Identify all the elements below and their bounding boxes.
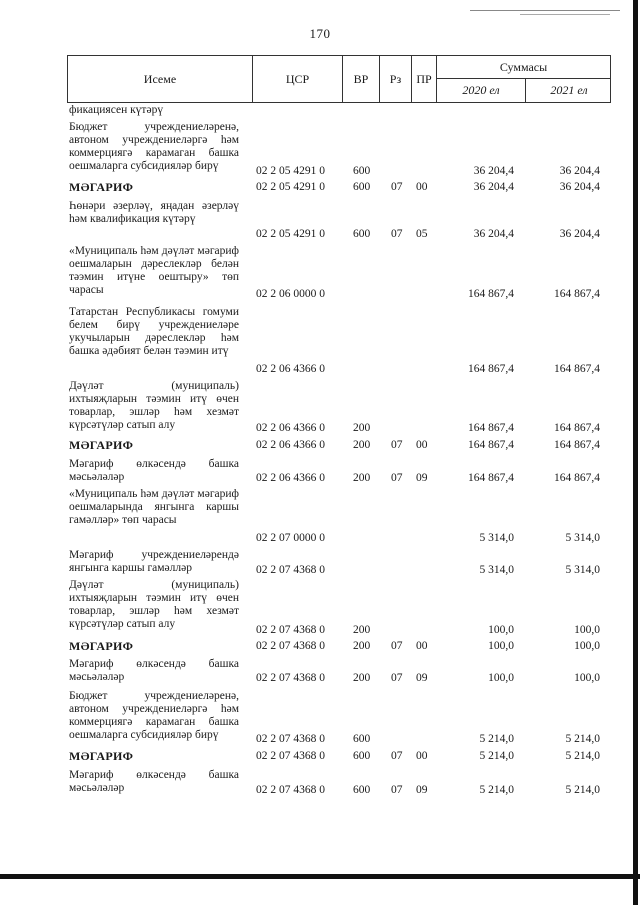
row-sum-2020: 5 314,0 bbox=[479, 532, 514, 544]
row-csr: 02 2 06 4366 0 bbox=[256, 472, 325, 484]
row-name: Мәгариф өлкәсендә башка мәсьәләләр bbox=[69, 769, 239, 794]
row-sum-2021: 5 314,0 bbox=[565, 532, 600, 544]
row-rz: 07 bbox=[391, 181, 403, 193]
row-vr: 200 bbox=[353, 672, 371, 684]
row-sum-2021: 5 214,0 bbox=[565, 750, 600, 762]
row-vr: 600 bbox=[353, 733, 371, 745]
row-pr: 09 bbox=[416, 472, 428, 484]
row-sum-2021: 164 867,4 bbox=[554, 422, 600, 434]
row-sum-2020: 5 214,0 bbox=[479, 784, 514, 796]
row-csr: 02 2 06 4366 0 bbox=[256, 422, 325, 434]
row-name: Бюджет учреждениеләренә, автоном учреждениеләргә һәм коммерциягә карамаган башка оешмаларга субсидияләр бирү bbox=[69, 690, 239, 741]
row-csr: 02 2 07 4368 0 bbox=[256, 564, 325, 576]
row-pr: 09 bbox=[416, 672, 428, 684]
row-vr: 600 bbox=[353, 228, 371, 240]
row-sum-2020: 164 867,4 bbox=[468, 288, 514, 300]
row-name: фикациясен күтәрү bbox=[69, 104, 164, 116]
row-csr: 02 2 07 0000 0 bbox=[256, 532, 325, 544]
row-sum-2020: 36 204,4 bbox=[473, 165, 514, 177]
row-sum-2021: 100,0 bbox=[574, 672, 600, 684]
header-rz: Рз bbox=[379, 56, 411, 102]
header-name: Исеме bbox=[67, 56, 252, 102]
row-sum-2021: 100,0 bbox=[574, 624, 600, 636]
row-sum-2020: 164 867,4 bbox=[468, 422, 514, 434]
row-rz: 07 bbox=[391, 228, 403, 240]
row-name: МӘГАРИФ bbox=[69, 180, 134, 194]
row-vr: 200 bbox=[353, 472, 371, 484]
row-sum-2020: 5 214,0 bbox=[479, 750, 514, 762]
row-csr: 02 2 07 4368 0 bbox=[256, 624, 325, 636]
row-name: МӘГАРИФ bbox=[69, 438, 134, 452]
row-rz: 07 bbox=[391, 439, 403, 451]
row-csr: 02 2 07 4368 0 bbox=[256, 750, 325, 762]
row-sum-2021: 164 867,4 bbox=[554, 472, 600, 484]
row-pr: 09 bbox=[416, 784, 428, 796]
scan-mark bbox=[520, 14, 610, 17]
row-rz: 07 bbox=[391, 640, 403, 652]
row-name: МӘГАРИФ bbox=[69, 639, 134, 653]
row-sum-2021: 5 214,0 bbox=[565, 733, 600, 745]
row-pr: 00 bbox=[416, 439, 428, 451]
row-rz: 07 bbox=[391, 784, 403, 796]
row-name: Дәүләт (муниципаль) ихтыяҗларын тәэмин итү өчен товарлар, эшләр һәм хезмәт күрсәтүләр сатып алу bbox=[69, 380, 239, 431]
row-vr: 200 bbox=[353, 640, 371, 652]
row-csr: 02 2 05 4291 0 bbox=[256, 165, 325, 177]
scan-border-bottom bbox=[0, 874, 640, 879]
row-sum-2020: 5 214,0 bbox=[479, 733, 514, 745]
row-vr: 600 bbox=[353, 181, 371, 193]
row-csr: 02 2 05 4291 0 bbox=[256, 228, 325, 240]
row-name: «Муниципаль һәм дәүләт мәгариф оешмаларында янгынга каршы гамәлләр» төп чарасы bbox=[69, 488, 239, 526]
row-sum-2021: 100,0 bbox=[574, 640, 600, 652]
header-csr: ЦСР bbox=[252, 56, 342, 102]
row-sum-2020: 100,0 bbox=[488, 672, 514, 684]
row-sum-2021: 5 314,0 bbox=[565, 564, 600, 576]
row-pr: 00 bbox=[416, 640, 428, 652]
row-vr: 600 bbox=[353, 750, 371, 762]
row-csr: 02 2 07 4368 0 bbox=[256, 640, 325, 652]
table-header bbox=[67, 55, 611, 103]
row-sum-2021: 164 867,4 bbox=[554, 363, 600, 375]
header-pr: ПР bbox=[411, 56, 436, 102]
row-vr: 200 bbox=[353, 624, 371, 636]
row-name: Дәүләт (муниципаль) ихтыяҗларын тәэмин итү өчен товарлар, эшләр һәм хезмәт күрсәтүләр сатып алу bbox=[69, 579, 239, 630]
row-sum-2021: 36 204,4 bbox=[559, 181, 600, 193]
scan-border-right bbox=[633, 0, 638, 905]
header-vr: ВР bbox=[342, 56, 379, 102]
row-sum-2020: 164 867,4 bbox=[468, 472, 514, 484]
page-number: 170 bbox=[309, 26, 331, 41]
row-pr: 00 bbox=[416, 750, 428, 762]
row-sum-2021: 36 204,4 bbox=[559, 228, 600, 240]
row-sum-2020: 164 867,4 bbox=[468, 439, 514, 451]
row-name: Мәгариф учреждениеләрендә янгынга каршы гамәлләр bbox=[69, 549, 239, 574]
row-name: Бюджет учреждениеләренә, автоном учреждениеләргә һәм коммерциягә карамаган башка оешмаларга субсидияләр бирү bbox=[69, 121, 239, 172]
row-csr: 02 2 07 4368 0 bbox=[256, 733, 325, 745]
row-rz: 07 bbox=[391, 672, 403, 684]
row-sum-2020: 36 204,4 bbox=[473, 181, 514, 193]
row-name: МӘГАРИФ bbox=[69, 749, 134, 763]
row-name: «Муниципаль һәм дәүләт мәгариф оешмаларын дәреслекләр белән тәэмин итүне оештыру» төп чарасы bbox=[69, 245, 239, 296]
row-rz: 07 bbox=[391, 750, 403, 762]
row-sum-2021: 164 867,4 bbox=[554, 439, 600, 451]
row-pr: 05 bbox=[416, 228, 428, 240]
row-csr: 02 2 05 4291 0 bbox=[256, 181, 325, 193]
row-sum-2020: 100,0 bbox=[488, 624, 514, 636]
row-sum-2021: 5 214,0 bbox=[565, 784, 600, 796]
row-csr: 02 2 06 4366 0 bbox=[256, 363, 325, 375]
row-vr: 200 bbox=[353, 422, 371, 434]
header-year-b: 2021 ел bbox=[525, 79, 612, 102]
row-pr: 00 bbox=[416, 181, 428, 193]
row-sum-2020: 36 204,4 bbox=[473, 228, 514, 240]
row-rz: 07 bbox=[391, 472, 403, 484]
row-csr: 02 2 07 4368 0 bbox=[256, 672, 325, 684]
row-csr: 02 2 06 0000 0 bbox=[256, 288, 325, 300]
row-name: Һөнәри әзерләү, яңадан әзерләү һәм квалификация күтәрү bbox=[69, 200, 239, 225]
row-name: Мәгариф өлкәсендә башка мәсьәләләр bbox=[69, 458, 239, 483]
header-sums-label: Суммасы bbox=[437, 56, 610, 79]
row-name: Мәгариф өлкәсендә башка мәсьәләләр bbox=[69, 658, 239, 683]
row-vr: 200 bbox=[353, 439, 371, 451]
row-sum-2021: 164 867,4 bbox=[554, 288, 600, 300]
row-sum-2020: 164 867,4 bbox=[468, 363, 514, 375]
row-vr: 600 bbox=[353, 165, 371, 177]
header-sums bbox=[436, 56, 611, 102]
row-csr: 02 2 06 4366 0 bbox=[256, 439, 325, 451]
header-year-a: 2020 ел bbox=[462, 83, 500, 97]
row-vr: 600 bbox=[353, 784, 371, 796]
row-sum-2021: 36 204,4 bbox=[559, 165, 600, 177]
row-name: Татарстан Республикасы гомуми белем бирү учреждениеләре укучыларын дәреслекләр һәм башка әдәбият белән тәэмин итү bbox=[69, 306, 239, 357]
row-sum-2020: 100,0 bbox=[488, 640, 514, 652]
row-csr: 02 2 07 4368 0 bbox=[256, 784, 325, 796]
scan-mark bbox=[470, 10, 620, 13]
row-sum-2020: 5 314,0 bbox=[479, 564, 514, 576]
